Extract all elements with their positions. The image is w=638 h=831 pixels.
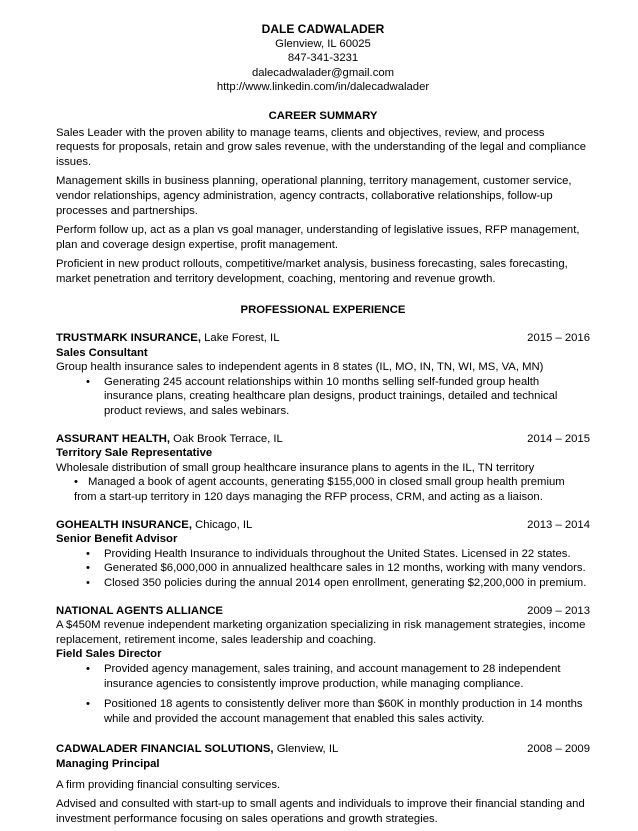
linkedin-link[interactable]: http://www.linkedin.com/in/dalecadwalader: [216, 81, 430, 94]
resume-page: [56, 22, 590, 831]
job-paragraph: Advised and consulted with start-up to small agents and individuals to improve their financial standing and investment performance focusing on sales operations and growth strategies.: [56, 798, 585, 825]
bullet-dot: •: [74, 476, 78, 489]
job-bullets: [56, 662, 590, 726]
job-title: Senior Benefit Advisor: [56, 533, 178, 546]
experience-heading: PROFESSIONAL EXPERIENCE: [240, 303, 406, 316]
email-link[interactable]: dalecadwalader@gmail.com: [251, 66, 395, 79]
job-bullets: [56, 475, 590, 504]
job-paragraph: A firm providing financial consulting services.: [56, 778, 281, 791]
job-description: Wholesale distribution of small group healthcare insurance plans to agents in the IL, TN territory: [56, 461, 535, 474]
company-location: Oak Brook Terrace, IL: [170, 432, 283, 445]
company-name: ASSURANT HEALTH,: [56, 432, 171, 445]
job-header: [56, 604, 590, 619]
job-title: Field Sales Director: [56, 648, 162, 661]
bullet-item: [74, 475, 590, 504]
company-location: Chicago, IL: [191, 518, 253, 531]
job-title: Territory Sale Representative: [56, 447, 213, 460]
job-description: A $450M revenue independent marketing organization specializing in risk management strategies, income replacement, retirement income, sales leadership and coaching.: [56, 619, 586, 646]
job-dates: 2008 – 2009: [527, 743, 590, 756]
phone: 847-341-3231: [287, 52, 359, 65]
job-header: [56, 331, 590, 346]
candidate-name: DALE CADWALADER: [261, 22, 385, 36]
job-bullets: [56, 547, 590, 591]
bullet-text: Managed a book of agent accounts, generating $155,000 in closed small group health premium from a start-up territory in 120 days managing the RFP process, CRM, and acting as a liaison.: [74, 476, 565, 504]
summary-paragraph: Management skills in business planning, operational planning, territory management, customer service, vendor relationships, agency administration, agency contracts, collaborative relationships, follow-up processes and partnerships.: [56, 175, 572, 217]
job-description: Group health insurance sales to independent agents in 8 states (IL, MO, IN, TN, WI, MS, VA, MN): [56, 361, 544, 374]
job-header: [56, 518, 590, 533]
company-name: NATIONAL AGENTS ALLIANCE: [56, 604, 223, 617]
bullet-item: • Closed 350 policies during the annual 2014 open enrollment, generating $2,200,000 in premium.: [104, 576, 590, 591]
company-name: GOHEALTH INSURANCE,: [56, 518, 192, 531]
bullet-item: • Provided agency management, sales training, and account management to 28 independent insurance agencies to consistently improve production, while managing compliance.: [104, 662, 590, 691]
job-bullets: [56, 375, 590, 419]
job-dates: 2013 – 2014: [527, 518, 590, 531]
bullet-item: • Generated $6,000,000 in annualized healthcare sales in 12 months, working with many vendors.: [104, 561, 590, 576]
bullet-item: • Positioned 18 agents to consistently deliver more than $60K in monthly production in 14 months while and provided the account management that enabled this sales activity.: [104, 697, 590, 726]
career-summary-heading: CAREER SUMMARY: [268, 109, 378, 122]
company-location: Lake Forest, IL: [200, 332, 280, 345]
job-title: Sales Consultant: [56, 346, 148, 359]
bullet-item: • Providing Health Insurance to individuals throughout the United States. Licensed in 22 states.: [104, 547, 590, 562]
bullet-item: • Generating 245 account relationships within 10 months selling self-funded group health insurance plans, creating healthcare plan designs, product trainings, detailed and technical product reviews, and sales webinars.: [104, 375, 590, 419]
summary-paragraph: Proficient in new product rollouts, competitive/market analysis, business forecasting, sales forecasting, market penetration and territory development, coaching, mentoring and revenue growth.: [56, 258, 568, 285]
summary-paragraph: Sales Leader with the proven ability to manage teams, clients and objectives, review, and process requests for proposals, retain and grow sales revenue, with the understanding of the legal and compliance issues.: [56, 126, 587, 168]
job-header: [56, 742, 590, 757]
job-title: Managing Principal: [56, 757, 160, 770]
company-name: CADWALADER FINANCIAL SOLUTIONS,: [56, 743, 274, 756]
company-name: TRUSTMARK INSURANCE,: [56, 332, 201, 345]
job-dates: 2014 – 2015: [527, 432, 590, 445]
address: Glenview, IL 60025: [275, 37, 371, 50]
job-header: [56, 432, 590, 447]
summary-paragraph: Perform follow up, act as a plan vs goal manager, understanding of legislative issues, RFP management, plan and coverage design expertise, profit management.: [56, 224, 580, 251]
company-location: Glenview, IL: [273, 743, 339, 756]
job-dates: 2009 – 2013: [527, 604, 590, 617]
job-dates: 2015 – 2016: [527, 332, 590, 345]
contact-header: [56, 22, 590, 95]
